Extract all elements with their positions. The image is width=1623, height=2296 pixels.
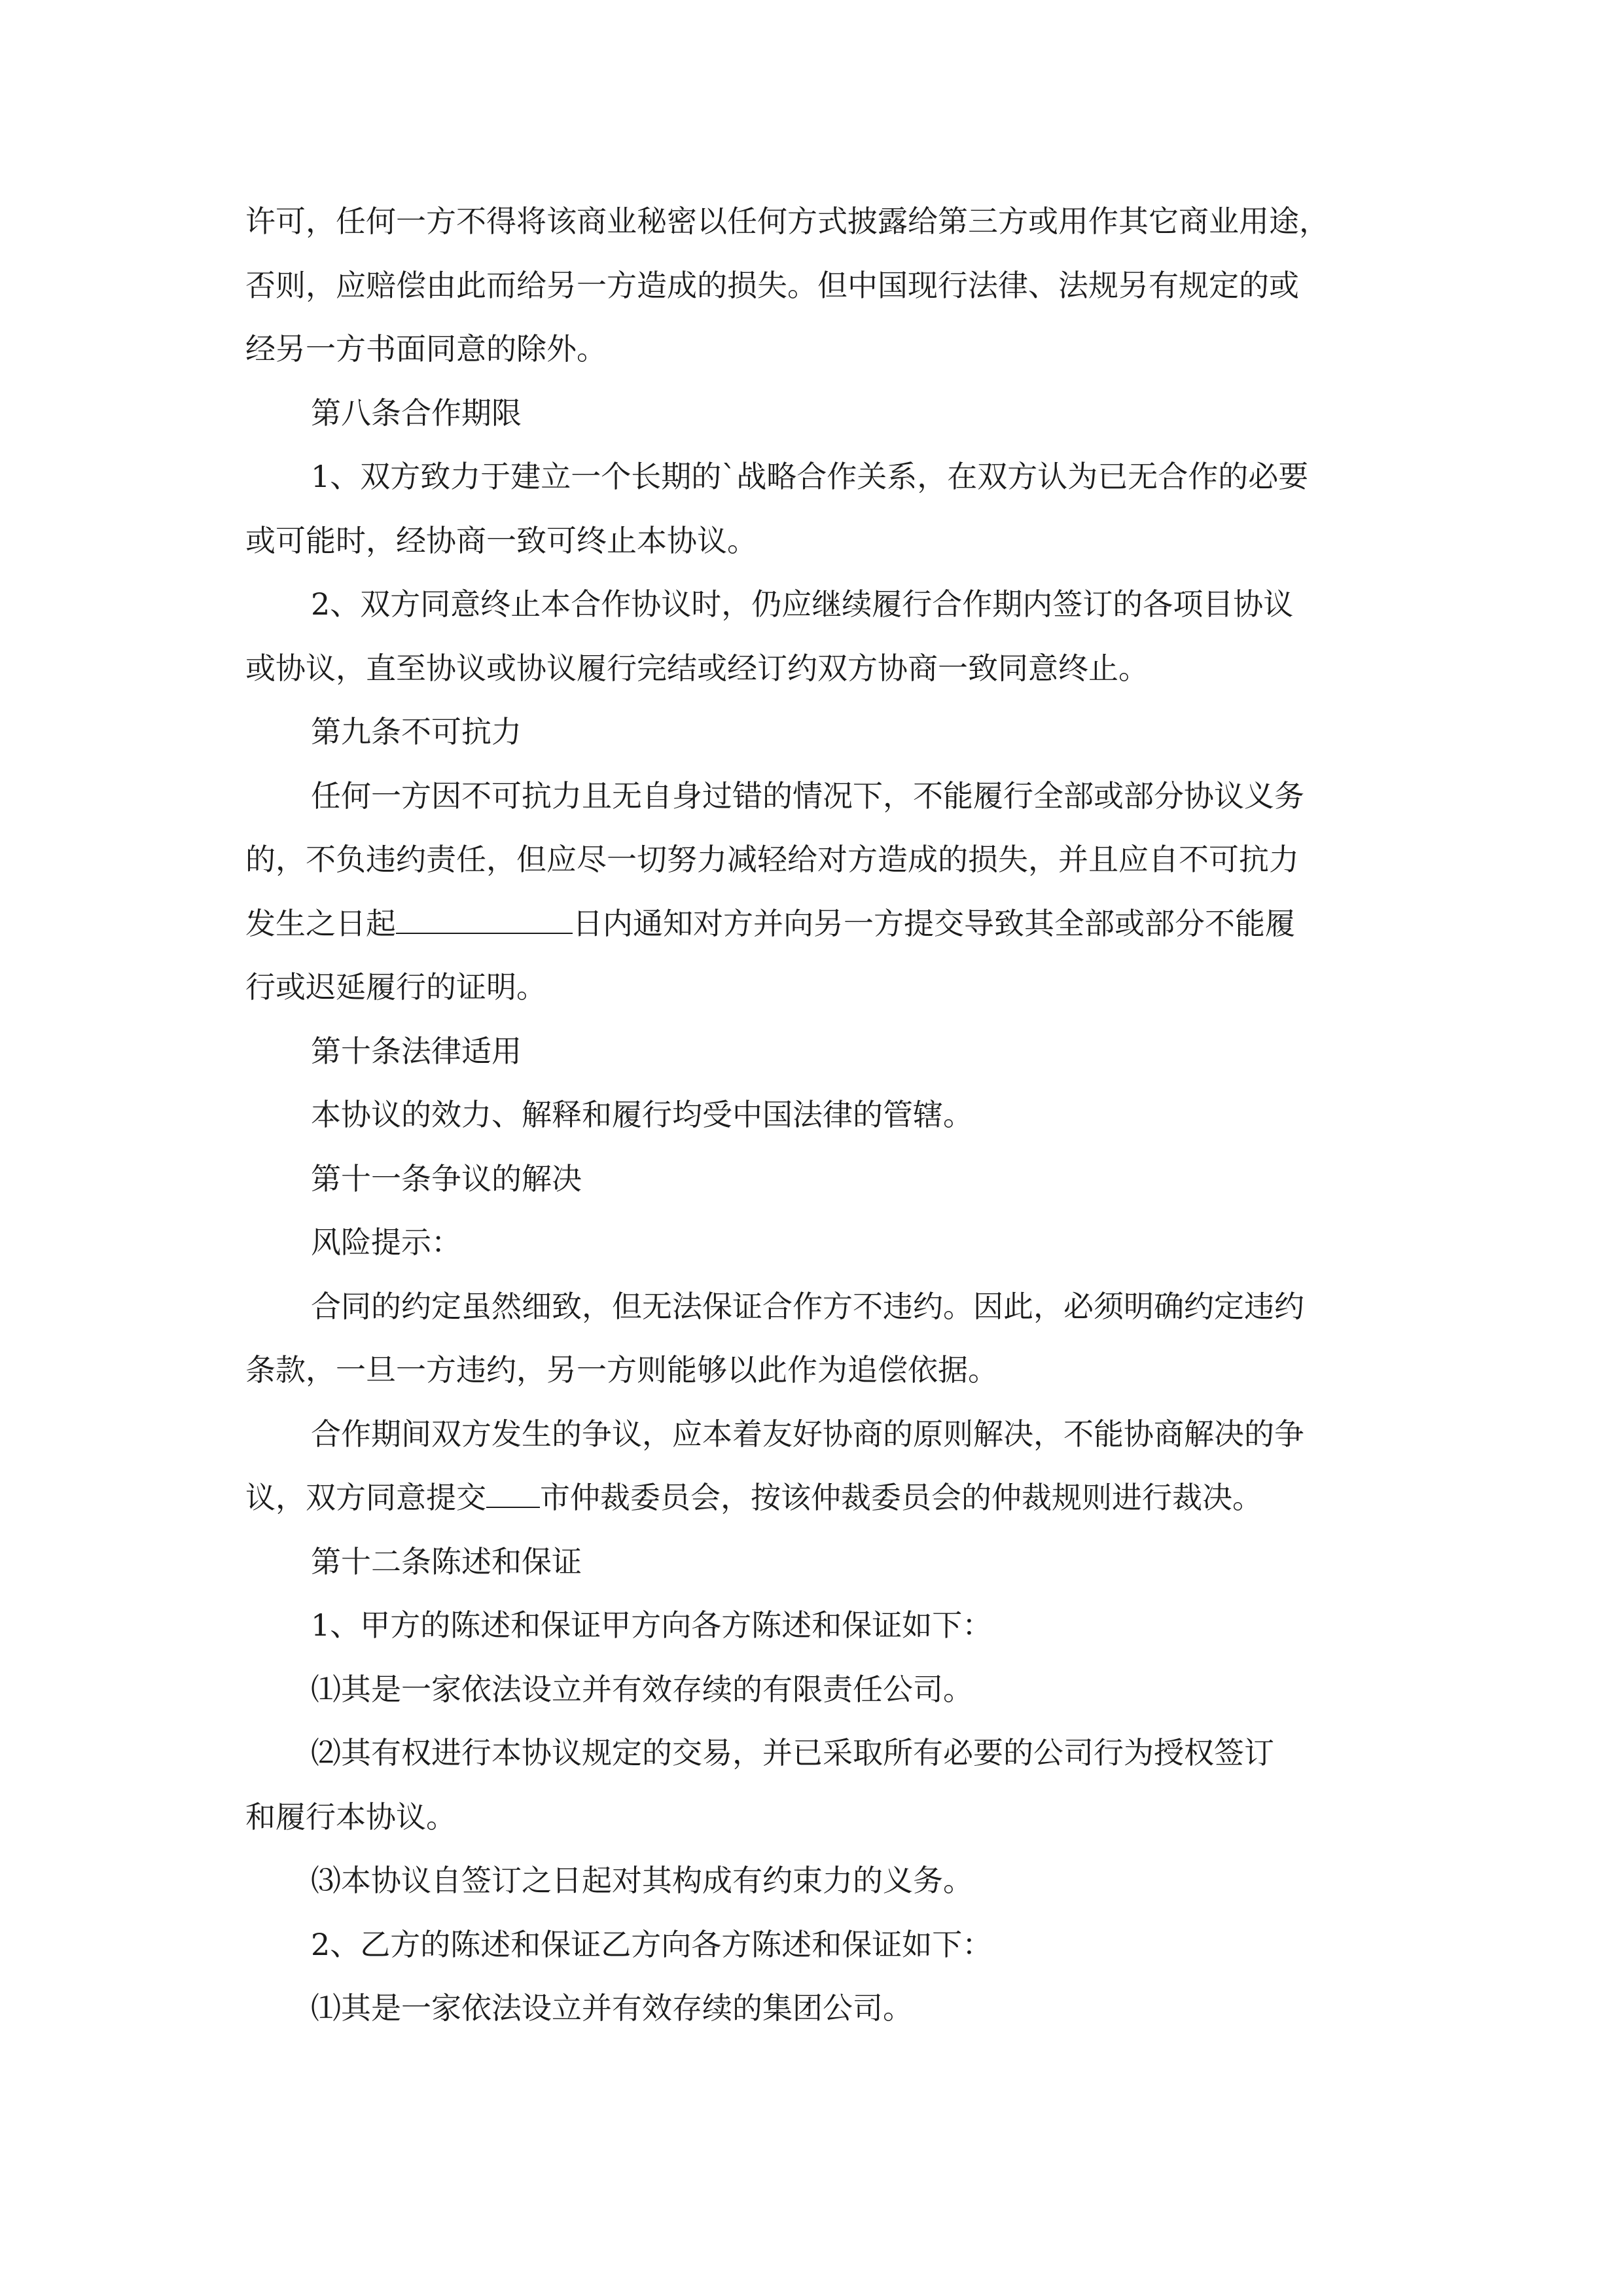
section-heading-article-10: 第十条法律适用	[311, 1033, 522, 1069]
paragraph-line: 的，不负违约责任，但应尽一切努力减轻给对方造成的损失，并且应自不可抗力	[245, 842, 1299, 877]
paragraph-line-with-blank	[245, 1466, 1384, 1530]
paragraph-line: 否则，应赔偿由此而给另一方造成的损失。但中国现行法律、法规另有规定的或	[245, 267, 1299, 303]
paragraph-line: 和履行本协议。	[245, 1799, 456, 1835]
risk-notice-label: 风险提示：	[311, 1225, 461, 1260]
paragraph-line: 经另一方书面同意的除外。	[245, 331, 607, 367]
section-heading-article-12: 第十二条陈述和保证	[311, 1543, 582, 1579]
paragraph-line: ⑴其是一家依法设立并有效存续的集团公司。	[311, 1990, 913, 2026]
paragraph-line: 1、双方致力于建立一个长期的`战略合作关系，在双方认为已无合作的必要	[311, 459, 1309, 494]
line-text-after-blank: 市仲裁委员会，按该仲裁委员会的仲裁规则进行裁决。	[540, 1480, 1262, 1515]
section-heading-article-11: 第十一条争议的解决	[311, 1160, 582, 1196]
paragraph-line: 行或迟延履行的证明。	[245, 969, 546, 1005]
paragraph-line: ⑶本协议自签订之日起对其构成有约束力的义务。	[311, 1863, 973, 1898]
fill-in-blank-days	[396, 905, 573, 934]
paragraph-line: 本协议的效力、解释和履行均受中国法律的管辖。	[311, 1097, 973, 1132]
paragraph-line: 许可，任何一方不得将该商业秘密以任何方式披露给第三方或用作其它商业用途，	[245, 204, 1329, 239]
paragraph-line: ⑴其是一家依法设立并有效存续的有限责任公司。	[311, 1671, 973, 1707]
paragraph-line-with-blank	[245, 892, 1384, 956]
paragraph-line: 合作期间双方发生的争议，应本着友好协商的原则解决，不能协商解决的争	[311, 1416, 1304, 1452]
section-heading-article-8: 第八条合作期限	[311, 395, 522, 431]
paragraph-line: 任何一方因不可抗力且无自身过错的情况下，不能履行全部或部分协议义务	[311, 778, 1304, 814]
line-text-after-blank: 日内通知对方并向另一方提交导致其全部或部分不能履	[573, 905, 1295, 941]
paragraph-line: 1、甲方的陈述和保证甲方向各方陈述和保证如下：	[311, 1607, 993, 1643]
section-heading-article-9: 第九条不可抗力	[311, 714, 522, 749]
paragraph-line: 条款，一旦一方违约，另一方则能够以此作为追偿依据。	[245, 1352, 998, 1388]
line-text-before-blank: 发生之日起	[245, 905, 396, 941]
document-body	[245, 190, 1384, 2041]
fill-in-blank-city	[486, 1479, 540, 1508]
paragraph-line: 或可能时，经协商一致可终止本协议。	[245, 522, 757, 558]
paragraph-line: ⑵其有权进行本协议规定的交易，并已采取所有必要的公司行为授权签订	[311, 1735, 1274, 1770]
line-text-before-blank: 议，双方同意提交	[245, 1480, 486, 1515]
paragraph-line: 或协议，直至协议或协议履行完结或经订约双方协商一致同意终止。	[245, 650, 1149, 686]
paragraph-line: 合同的约定虽然细致，但无法保证合作方不违约。因此，必须明确约定违约	[311, 1288, 1304, 1324]
paragraph-line: 2、乙方的陈述和保证乙方向各方陈述和保证如下：	[311, 1926, 993, 1962]
paragraph-line: 2、双方同意终止本合作协议时，仍应继续履行合作期内签订的各项目协议	[311, 586, 1294, 622]
